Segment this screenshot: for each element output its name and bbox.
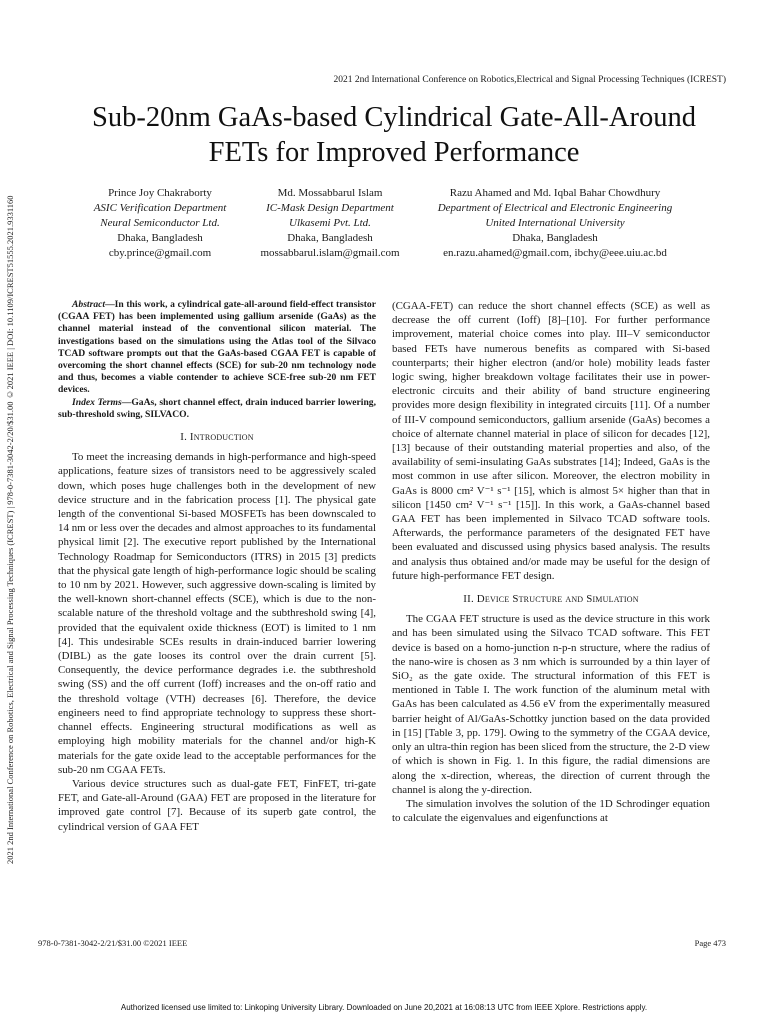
- side-doi-text: [2, 130, 18, 930]
- title-line-1: Sub-20nm GaAs-based Cylindrical Gate-All-Around: [92, 102, 696, 133]
- author-city: Dhaka, Bangladesh: [117, 232, 203, 244]
- author-organization: United International University: [485, 217, 625, 229]
- author-name: Md. Mossabbarul Islam: [277, 187, 383, 199]
- paragraph: Various device structures such as dual-gate FET, FinFET, tri-gate FET, and Gate-all-Around (GAA) FET are proposed in the literature for improved gate control [7]. Because of its superb gate control, the cylindrical version of GAA FET: [58, 777, 376, 833]
- conference-header: 2021 2nd International Conference on Robotics,Electrical and Signal Processing Techniques (ICREST): [333, 75, 726, 85]
- index-terms: [58, 397, 376, 421]
- section-heading-device-structure: II. Device Structure and Simulation: [463, 593, 639, 606]
- paragraph: To meet the increasing demands in high-performance and high-speed applications, feature sizes of transistors need to be aggressively scaled down, which poses huge challenges both in the development of new device structure and in the fabrication process [1]. The physical gate length of the conventional Si-based MOSFETs has been downscaled to 14 nm or less over the decades and almost approaches to its fundamental physical limit [2]. The executive report published by the International Technology Roadmap for Semiconductors (ITRS) in 2015 [3] predicts that the physical gate length of high-performance logic should be scaling to 10 nm by 2021. However, such aggressive down-scaling is limited by the well-known short-channel effects (SCE), which is due to the non-scalable nature of the threshold voltage and the subthreshold swing [4], provided that the equivalent oxide thickness (EOT) is limited to 1 nm [4]. This undesirable SCEs results in drain-induced barrier lowering (DIBL) as the gate looses its control over the drain current [5]. Consequently, the device performance degrades i.e. the subthreshold swing (SS) and the off current (Ioff) increases and the on-off ratio and the threshold voltage (VTH) decreases [6]. Therefore, the device engineers need to find appropriate technology to suppress these short-channel effects. Engineering structural modifications as well as employing high mobility materials for the channel and/or high-K materials for the gate oxide lead to the acceptable performances for the sub-20 nm CGAA FETs.: [58, 451, 376, 776]
- license-notice: Authorized licensed use limited to: Linkoping University Library. Downloaded on June 20,2021 at 16:08:13 UTC from IEEE Xplore. Restrictions apply.: [120, 1003, 648, 1012]
- index-terms-text: —GaAs, short channel effect, drain induced barrier lowering, sub-threshold swing, SILVACO.: [58, 396, 376, 420]
- abstract-label: Abstract: [72, 299, 106, 310]
- author-affiliation: IC-Mask Design Department: [266, 202, 394, 214]
- author-block-2: [245, 186, 415, 261]
- paper-title: [40, 100, 748, 170]
- author-email[interactable]: mossabbarul.islam@gmail.com: [260, 247, 400, 259]
- author-affiliation: ASIC Verification Department: [93, 202, 227, 214]
- author-affiliation: Department of Electrical and Electronic Engineering: [437, 202, 673, 214]
- author-name: Razu Ahamed and Md. Iqbal Bahar Chowdhury: [449, 187, 661, 199]
- abstract: [58, 299, 376, 397]
- author-organization: Neural Semiconductor Ltd.: [100, 217, 220, 229]
- paragraph: The simulation involves the solution of the 1D Schrodinger equation to calculate the eigenvalues and eigenfunctions at: [392, 797, 710, 825]
- paragraph: (CGAA-FET) can reduce the short channel effects (SCE) as well as decrease the off current (Ioff) [8]–[10]. For further performance improvement, material choice comes into play. III–V semiconductor based FETs have numerous benefits as compared with Si-based counterparts; their higher electron (and/or hole) mobility leads faster logic swing, higher breakdown voltage facilitates their use in power-electronic circuits and their ability of band structure engineering provides more design flexibility in integrated circuits [11]. Of a number of III-V compound semiconductors, gallium arsenide (GaAs) becomes a choice of alternate channel material in place of silicon for decades [12], [13] because of their outstanding material properties and also, of the availability of semi-insulating GaAs substrates [14]; Indeed, GaAs is the most common in use after silicon. Moreover, the electron mobility in GaAs is 8000 cm² V⁻¹ s⁻¹ [15], which is almost 5× higher than that in silicon [1450 cm² V⁻¹ s⁻¹ [15]]. In this work, a GaAs-channel based GAA FET has been implemented in Silvaco TCAD software tools. Afterwards, the performance parameters of the designated FET have been evaluated and discussed using physics based analysis. The results and analysis thus obtained and/or made may be useful for the design of future high-performance FET design.: [392, 300, 710, 582]
- author-block-3: [410, 186, 700, 261]
- section-heading-introduction: I. Introduction: [180, 431, 254, 444]
- copyright-footer: 978-0-7381-3042-2/21/$31.00 ©2021 IEEE: [38, 938, 188, 948]
- index-terms-label: Index Terms: [72, 396, 122, 408]
- paragraph: The CGAA FET structure is used as the device structure in this work and has been simulated using the Silvaco TCAD software. This FET device is based on a homo-junction n-p-n structure, where the radius of the nano-wire is chosen as 3 nm which is surrounded by a thin layer of SiO₂ as the gate oxide. The structural information of this FET is mentioned in Table I. The work function of the aluminum metal with GaAs has been calculated as 4.56 eV from the experimentally measured barrier height of Al/GaAs-Schottky junction based on the data provided in [15] [Table 3, pp. 179]. Owing to the symmetry of the CGAA device, only an ultra-thin region has been sliced from the structure, the 2-D view of which is shown in Fig. 1. In this figure, the radial dimensions are along the x-direction, whereas, the direction of current through the channel is along the y-direction.: [392, 613, 710, 796]
- side-doi-label: 2021 2nd International Conference on Robotics, Electrical and Signal Processing Techniques (ICREST) | 978-0-7381-3042-2/20/$31.00 ©2021 IEEE | DOI: 10.1109/ICREST51555.2021.9331160: [5, 195, 15, 865]
- author-city: Dhaka, Bangladesh: [287, 232, 373, 244]
- title-line-2: FETs for Improved Performance: [208, 137, 580, 168]
- author-block-1: [75, 186, 245, 261]
- left-column: [58, 299, 376, 834]
- author-organization: Ulkasemi Pvt. Ltd.: [289, 217, 371, 229]
- author-email[interactable]: cby.prince@gmail.com: [108, 247, 212, 259]
- author-city: Dhaka, Bangladesh: [512, 232, 598, 244]
- page-number: Page 473: [694, 938, 726, 948]
- abstract-text: —In this work, a cylindrical gate-all-around field-effect transistor (CGAA FET) has been implemented using gallium arsenide (GaAs) as the channel material instead of the conventional silicon material. The investigations based on the simulations using the Atlas tool of the Silvaco TCAD software prompts out that the GaAs-based CGAA FET is capable of overcoming the short channel effects (SCE) for sub-20 nm technology node and thus, becomes a viable contender to achieve SCE-free sub-20 nm FET devices.: [58, 299, 376, 396]
- author-name: Prince Joy Chakraborty: [108, 187, 212, 199]
- author-email[interactable]: en.razu.ahamed@gmail.com, ibchy@eee.uiu.ac.bd: [443, 247, 667, 259]
- right-column: [392, 299, 710, 825]
